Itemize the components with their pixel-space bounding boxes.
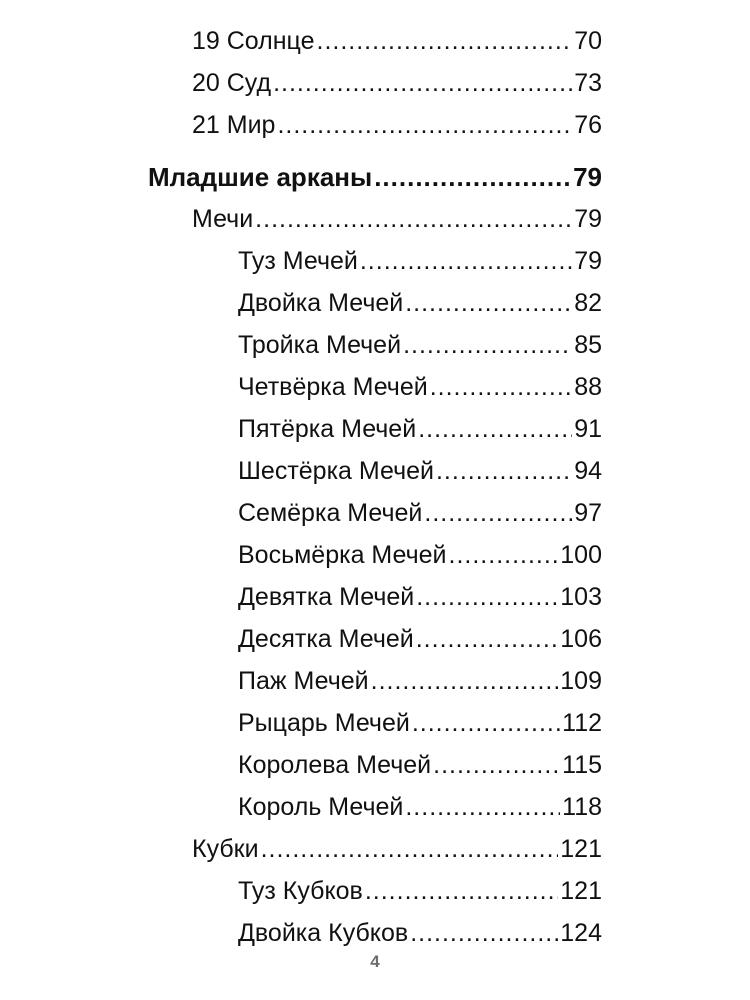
toc-entry-page: 118 [562,793,602,821]
toc-entry-title: Королева Мечей [238,751,432,779]
toc-entry [0,276,750,318]
toc-entry-title: Король Мечей [238,793,404,821]
toc-entry-title: Семёрка Мечей [238,499,423,527]
dot-leader [273,68,572,98]
toc-entry [0,570,750,612]
page-number: 4 [370,952,380,971]
toc-entry-title: 21 Мир [192,111,276,139]
toc-entry-title: Шестёрка Мечей [238,457,434,485]
toc-entry-title: Паж Мечей [238,667,369,695]
toc-entry [0,360,750,402]
toc-entry-title: Мечи [192,205,254,233]
toc-entry [0,98,750,140]
dot-leader [360,246,572,276]
toc-section-page: 79 [573,162,602,192]
toc-entry-title: Десятка Мечей [238,625,414,653]
toc-entry-page: 112 [562,709,602,737]
toc-entry-title: Пятёрка Мечей [238,415,417,443]
toc-entry-title: Двойка Мечей [238,289,404,317]
toc-entry [0,906,750,948]
dot-leader [365,876,558,906]
toc-entry [0,234,750,276]
toc-entry [0,192,750,234]
dot-leader [424,498,572,528]
toc-entry-page: 100 [560,541,602,569]
toc-entry-title: Рыцарь Мечей [238,709,410,737]
toc-entry [0,822,750,864]
dot-leader [277,110,572,140]
dot-leader [449,540,559,570]
toc-entry-title: Туз Мечей [238,247,358,275]
toc-entry-page: 91 [574,415,602,443]
toc-entry-title: Туз Кубков [238,877,363,905]
dot-leader [405,288,572,318]
dot-leader [405,792,560,822]
table-of-contents [0,14,750,948]
toc-entry-page: 124 [560,919,602,947]
toc-entry-page: 79 [574,205,602,233]
toc-section-title: Младшие арканы [148,162,373,192]
toc-entry-title: Восьмёрка Мечей [238,541,447,569]
toc-entry-title: 19 Солнце [192,27,315,55]
toc-entry-page: 94 [574,457,602,485]
toc-entry-page: 88 [574,373,602,401]
dot-leader [433,750,560,780]
toc-entry [0,864,750,906]
toc-entry-page: 121 [560,835,602,863]
toc-entry-page: 109 [560,667,602,695]
dot-leader [416,624,559,654]
dot-leader [430,372,573,402]
toc-entry-title: Кубки [192,835,259,863]
dot-leader [374,162,571,192]
toc-entry-page: 97 [574,499,602,527]
toc-entry [0,738,750,780]
toc-entry-page: 115 [562,751,602,779]
dot-leader [436,456,572,486]
toc-entry-page: 70 [574,27,602,55]
toc-entry [0,56,750,98]
toc-entry [0,486,750,528]
toc-entry-page: 82 [574,289,602,317]
dot-leader [255,204,572,234]
dot-leader [261,834,559,864]
dot-leader [418,414,572,444]
dot-leader [403,330,572,360]
toc-entry-page: 85 [574,331,602,359]
dot-leader [317,26,573,56]
toc-section-heading [0,140,750,192]
toc-entry [0,14,750,56]
toc-entry-title: 20 Суд [192,69,272,97]
dot-leader [412,708,560,738]
toc-entry [0,612,750,654]
toc-entry-page: 76 [574,111,602,139]
toc-entry-page: 73 [574,69,602,97]
dot-leader [371,666,559,696]
toc-entry-page: 106 [560,625,602,653]
dot-leader [416,582,558,612]
toc-entry [0,528,750,570]
toc-entry [0,696,750,738]
toc-entry-title: Четвёрка Мечей [238,373,428,401]
toc-entry-page: 121 [560,877,602,905]
dot-leader [410,918,558,948]
toc-entry-title: Тройка Мечей [238,331,402,359]
toc-entry [0,402,750,444]
toc-entry-page: 79 [574,247,602,275]
toc-entry [0,654,750,696]
toc-entry [0,318,750,360]
toc-entry-title: Двойка Кубков [238,919,409,947]
toc-entry [0,780,750,822]
toc-entry [0,444,750,486]
toc-entry-page: 103 [560,583,602,611]
toc-entry-title: Девятка Мечей [238,583,415,611]
